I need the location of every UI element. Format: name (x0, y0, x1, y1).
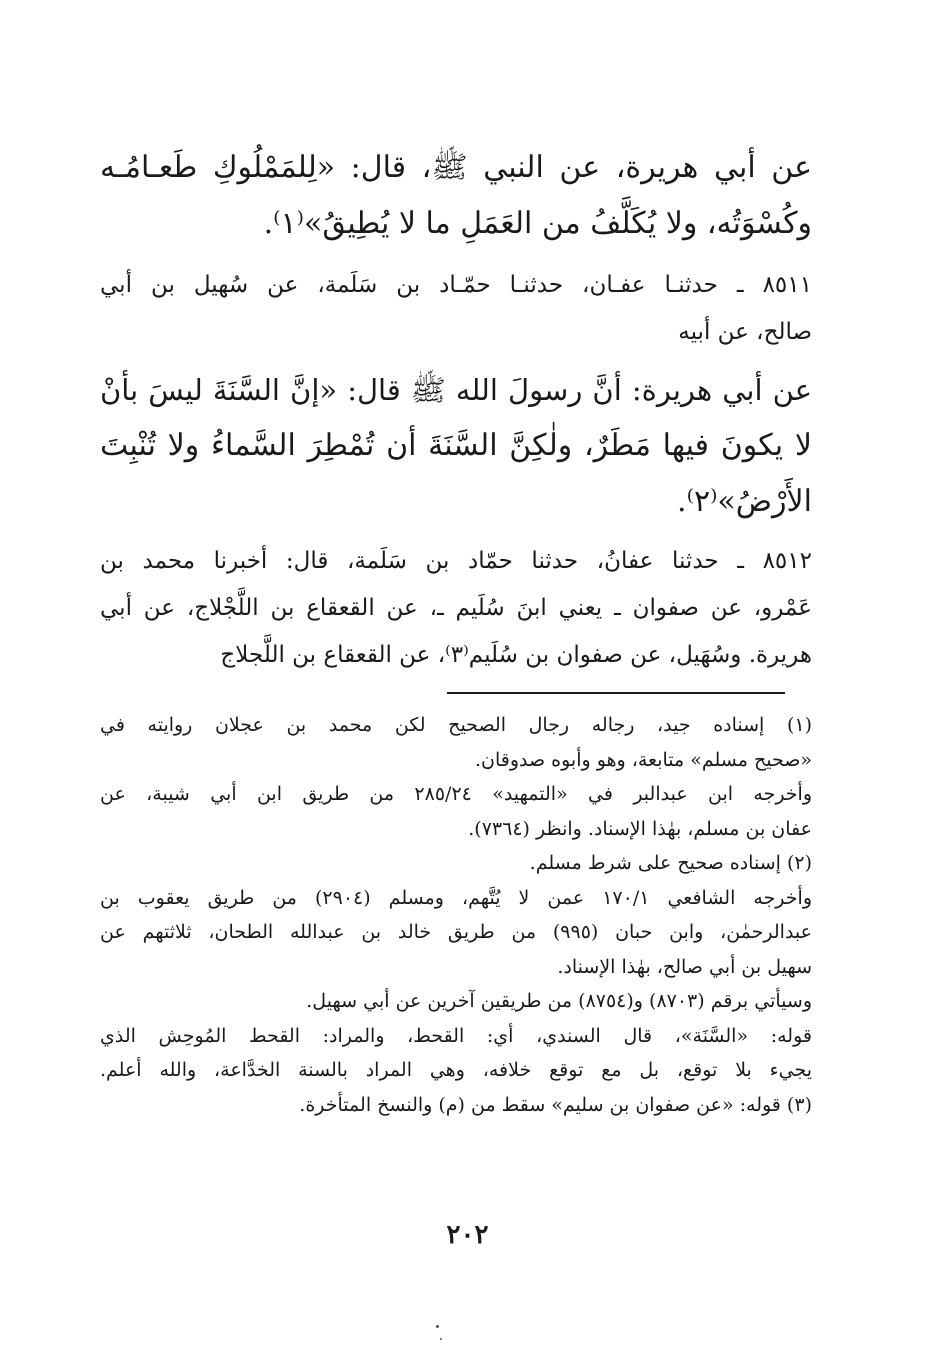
scan-speck (436, 1325, 439, 1328)
footnotes (100, 708, 812, 1122)
hadith-8510-matn (100, 140, 812, 252)
footnote-line: قوله: «السَّنَة»، قال السندي، أي: القحط، والمراد: القحط المُوحِش الذي (100, 1024, 812, 1047)
text-line: وكُسْوَتُه، ولا يُكَلَّفُ من العَمَلِ ما لا يُطِيقُ»⁽١⁾. (263, 206, 812, 241)
hadith-8511-matn (100, 362, 812, 530)
footnote-line: عبدالرحمٰن، وابن حبان (٩٩٥) من طريق خالد بن عبدالله الطحان، ثلاثتهم عن (100, 921, 812, 943)
hadith-8511-isnad (100, 262, 812, 356)
footnote-line: سهيل بن أبي صالح، بهٰذا الإسناد. (557, 955, 812, 978)
scan-speck (440, 1338, 442, 1340)
text-line: ٨٥١٢ ـ حدثنا عفانُ، حدثنا حمّاد بن سَلَمة، قال: أخبرنا محمد بن (100, 548, 812, 574)
footnote-line: يجيء بلا توقع، بل مع توقع خلافه، وهي المراد بالسنة الخدَّاعة، والله أعلم. (100, 1059, 812, 1081)
footnote-line: وأخرجه ابن عبدالبر في «التمهيد» ٢٨٥/٢٤ من طريق ابن أبي شيبة، عن (100, 783, 812, 805)
text-line: عن أبي هريرة، عن النبي ﷺ، قال: «لِلمَمْلُوكِ طَعـامُـه (100, 150, 812, 185)
text-line: لا يكونَ فيها مَطَرٌ، ولٰكِنَّ السَّنَةَ أن تُمْطِرَ السَّماءُ ولا تُنْبِتَ (100, 428, 812, 463)
footnote-line: عفان بن مسلم، بهٰذا الإسناد. وانظر (٧٣٦٤). (468, 817, 812, 840)
footnote-line: (٣) قوله: «عن صفوان بن سليم» سقط من (م) والنسخ المتأخرة. (299, 1093, 812, 1116)
page-number: ٢٠٢ (446, 1220, 489, 1250)
footnote-line: (٢) إسناده صحيح على شرط مسلم. (529, 852, 812, 874)
footnote-line: «صحيح مسلم» متابعة، وهو وأبوه صدوقان. (474, 748, 812, 771)
footnote-line: (١) إسناده جيد، رجاله رجال الصحيح لكن محمد بن عجلان روايته في (100, 714, 812, 736)
text-line: عَمْرو، عن صفوان ـ يعني ابنَ سُلَيم ـ، عن القعقاع بن اللَّجْلاج، عن أبي (100, 595, 812, 621)
footnote-separator (447, 692, 785, 694)
text-line: عن أبي هريرة: أنَّ رسولَ الله ﷺ قال: «إنَّ السَّنَةَ ليسَ بأنْ (100, 373, 812, 407)
text-line: ٨٥١١ ـ حدثنـا عفـان، حدثنـا حمّـاد بن سَلَمة، عن سُهيل بن أبي (100, 272, 812, 298)
hadith-8512-isnad (100, 538, 812, 679)
text-line: هريرة. وسُهَيل، عن صفوان بن سُلَيم⁽٣⁾، عن القعقاع بن اللَّجلاج (220, 642, 812, 668)
text-line: صالح، عن أبيه (678, 319, 812, 345)
text-line: الأَرْضُ»⁽٢⁾. (677, 484, 812, 519)
footnote-line: وأخرجه الشافعي ١٧٠/١ عمن لا يُتَّهم، ومسلم (٢٩٠٤) من طريق يعقوب بن (100, 886, 812, 909)
footnote-line: وسيأتي برقم (٨٧٠٣) و(٨٧٥٤) من طريقين آخرين عن أبي سهيل. (306, 990, 812, 1012)
